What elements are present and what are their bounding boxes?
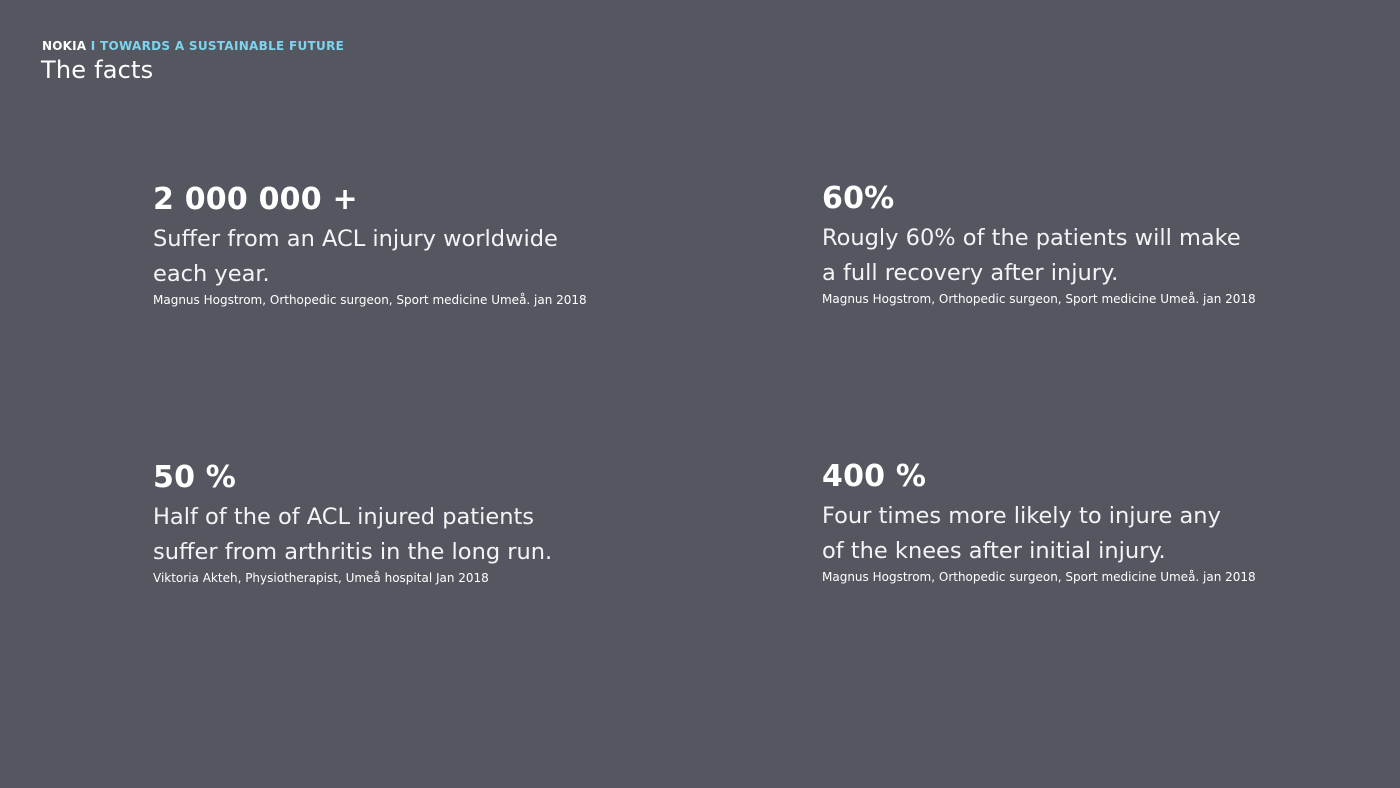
fact-source: Magnus Hogstrom, Orthopedic surgeon, Sport medicine Umeå. jan 2018 [822, 292, 1256, 306]
fact-description [822, 221, 1292, 290]
fact-card [153, 180, 623, 308]
fact-description-line: Suffer from an ACL injury worldwide [153, 226, 558, 252]
fact-source: Magnus Hogstrom, Orthopedic surgeon, Sport medicine Umeå. jan 2018 [822, 570, 1256, 584]
page-title: The facts [41, 56, 154, 84]
brand-line [42, 38, 344, 54]
fact-card [822, 457, 1292, 585]
fact-value: 60% [822, 181, 895, 216]
slide-header [42, 38, 344, 84]
fact-description-line: Half of the of ACL injured patients [153, 504, 535, 530]
fact-value: 400 % [822, 459, 927, 494]
fact-source: Viktoria Akteh, Physiotherapist, Umeå hospital Jan 2018 [153, 571, 489, 585]
fact-description [153, 500, 623, 569]
fact-card [822, 179, 1292, 307]
nokia-logo: NOKIA [42, 39, 87, 53]
fact-value: 2 000 000 + [153, 182, 358, 217]
fact-description [153, 222, 623, 291]
fact-description-line: of the knees after initial injury. [822, 537, 1166, 564]
fact-description-line: Rougly 60% of the patients will make [822, 225, 1241, 251]
fact-description-line: suffer from arthritis in the long run. [153, 538, 553, 565]
brand-tagline: I TOWARDS A SUSTAINABLE FUTURE [90, 39, 345, 53]
fact-description-line: each year. [153, 260, 270, 287]
fact-description-line: a full recovery after injury. [822, 259, 1119, 286]
fact-source: Magnus Hogstrom, Orthopedic surgeon, Sport medicine Umeå. jan 2018 [153, 293, 587, 307]
fact-description-line: Four times more likely to injure any [822, 503, 1221, 529]
fact-value: 50 % [153, 460, 237, 495]
fact-description [822, 499, 1292, 568]
fact-card [153, 458, 623, 586]
